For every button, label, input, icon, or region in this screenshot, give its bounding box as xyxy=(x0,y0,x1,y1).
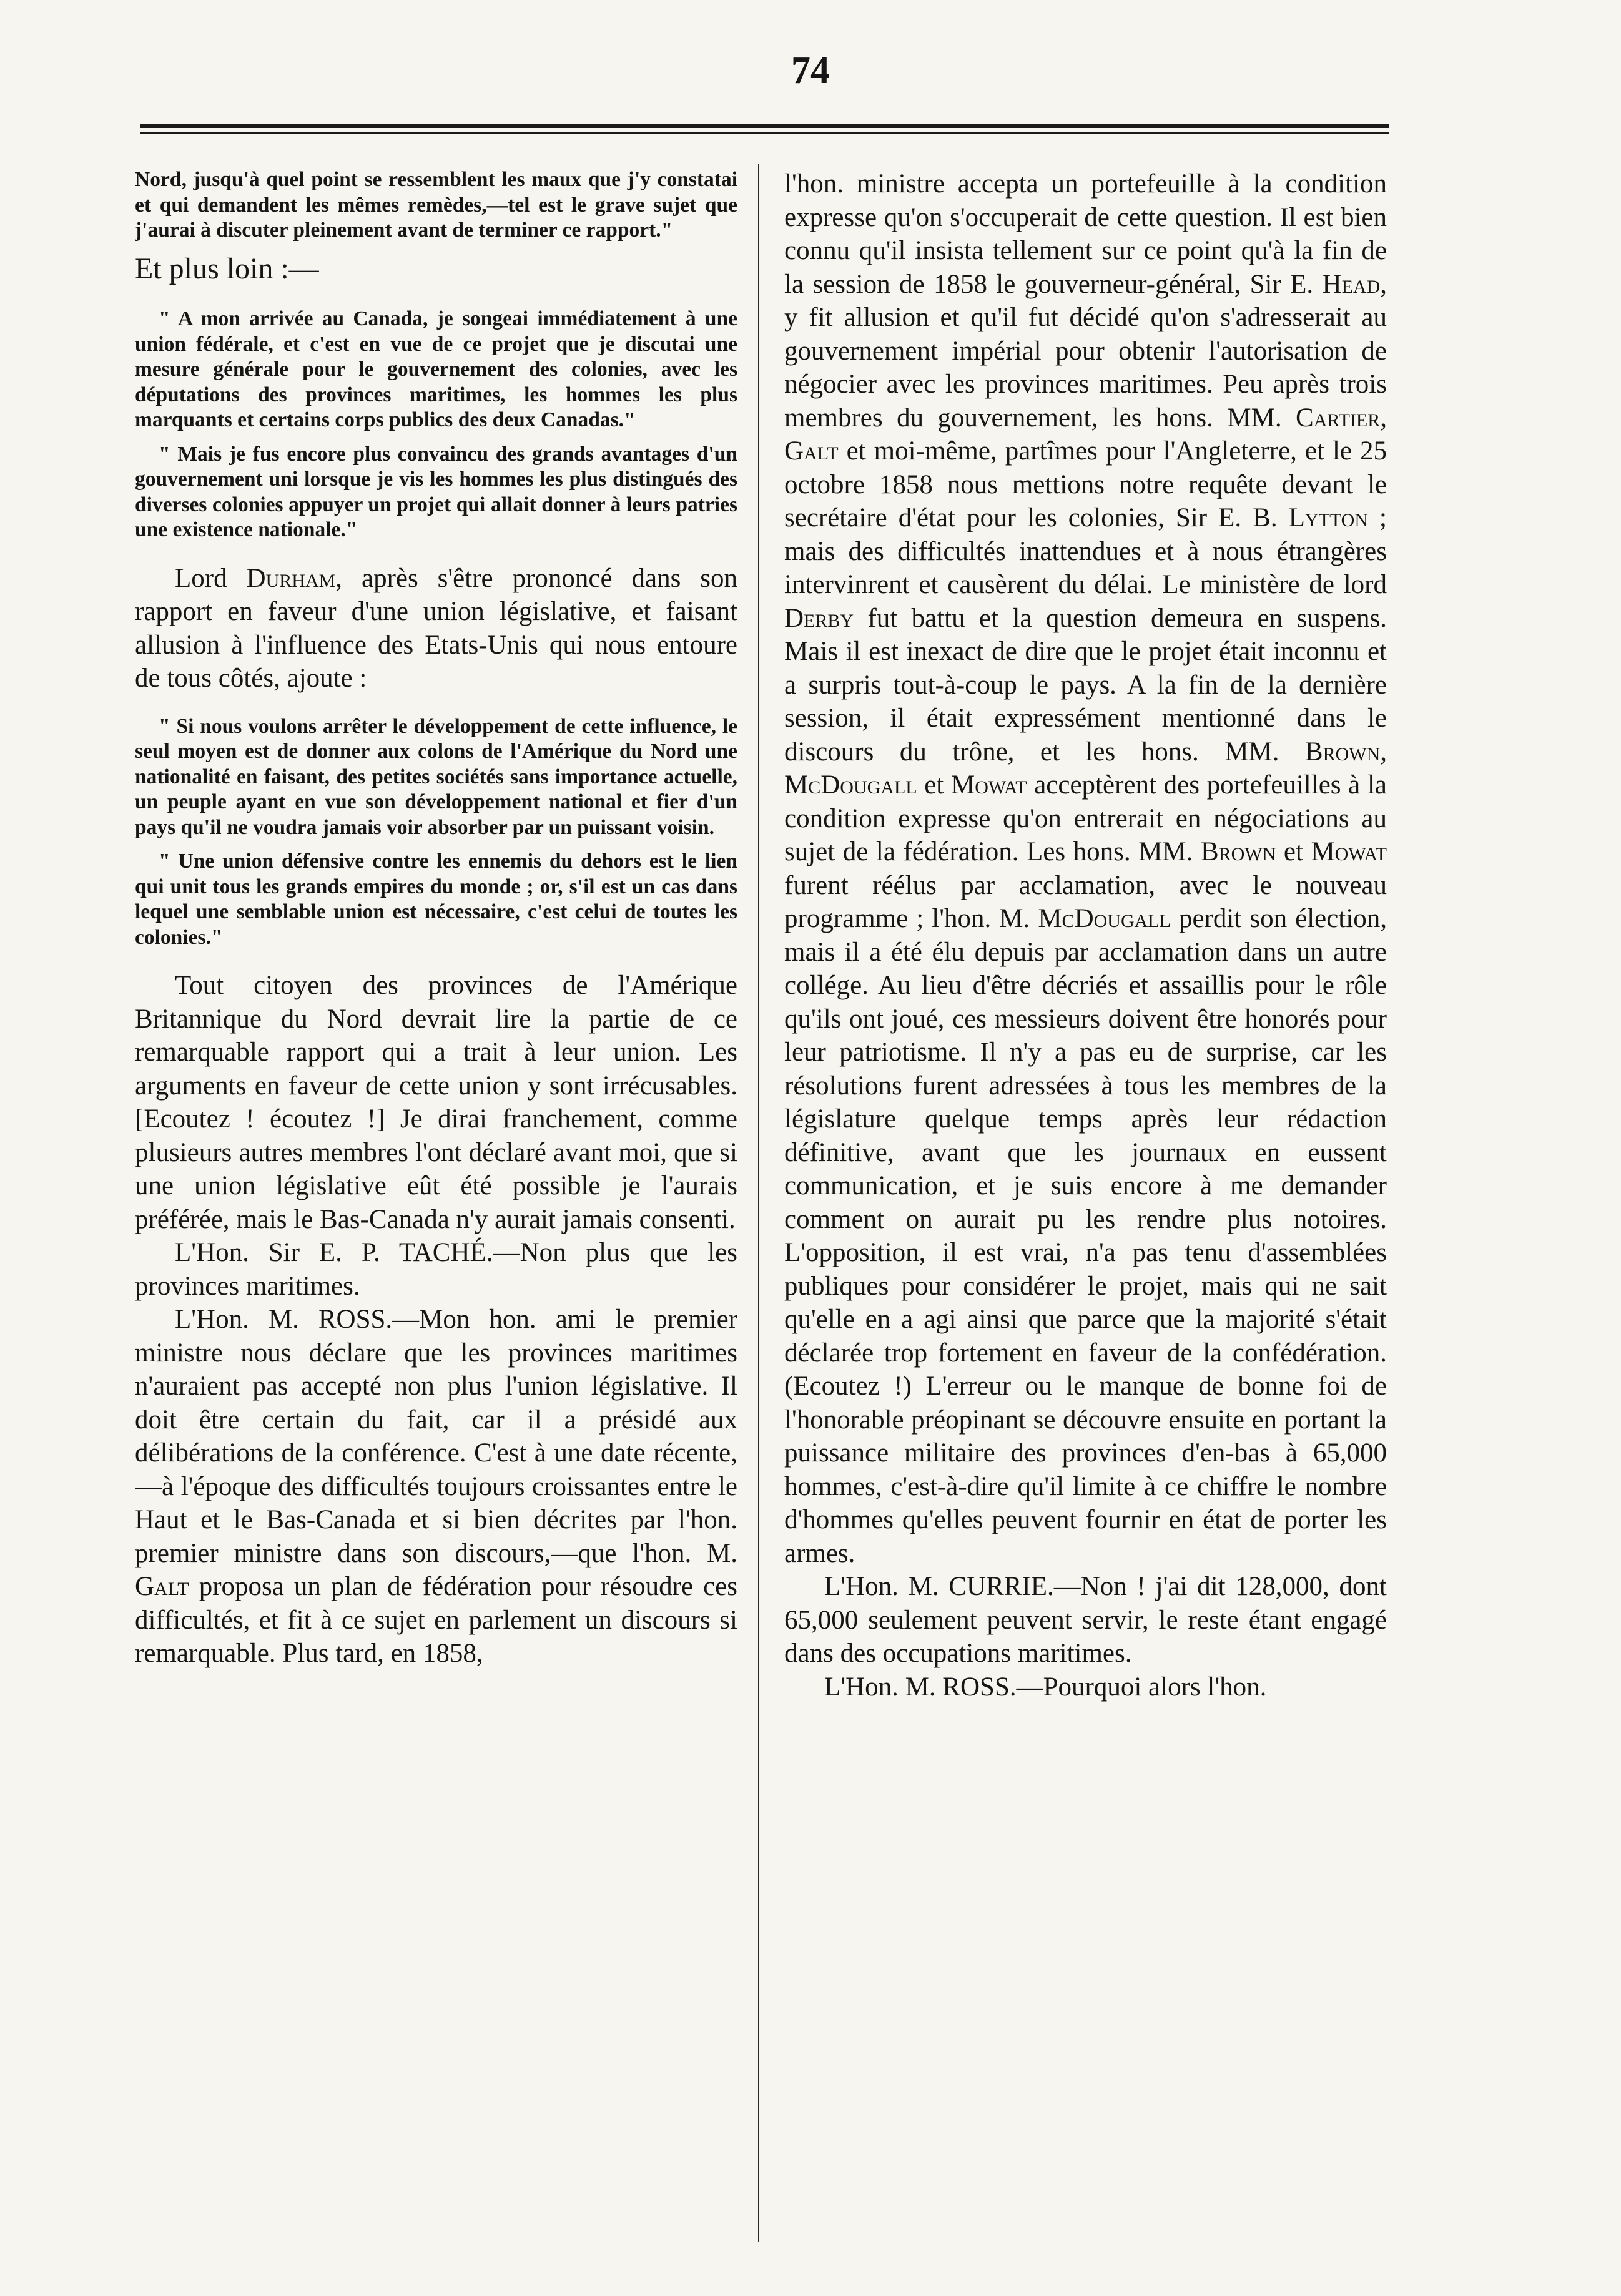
paragraph-ross-2 xyxy=(784,1670,1387,1704)
name-galt: Galt xyxy=(784,436,839,466)
name-galt: Galt xyxy=(135,1572,189,1601)
text-run: l'hon. ministre accepta un portefeuille à la condition expresse qu'on s'occuperait de cette question. Il est bien connu qu'il insista tellement sur ce point qu'à la fin de la session de 1858 le gouverneur-général, Sir E. xyxy=(784,169,1387,299)
paragraph-tout-citoyen: Tout citoyen des provinces de l'Amérique Britannique du Nord devrait lire la partie de ce remarquable rapport qui a trait à leur union. Les arguments en faveur de cette union y sont irrécusables. [Ecoutez ! écoutez !] Je dirai franchement, comme plusieurs autres membres l'ont déclaré avant moi, que si une union législative eût été possible je l'aurais préférée, mais le Bas-Canada n'y aurait jamais consenti. xyxy=(135,971,737,1234)
quote-durham-5: " Une union défensive contre les ennemis du dehors est le lien qui unit tous les grands empires du monde ; or, s'il est un cas dans lequel une semblable union est nécessaire, c'est celui de toutes les colonies." xyxy=(135,850,737,949)
text-run: , xyxy=(1380,737,1387,767)
name-cartier: Cartier xyxy=(1296,403,1381,433)
name-durham: Durham xyxy=(246,563,336,593)
intro-et-plus-loin: Et plus loin :— xyxy=(135,252,319,285)
name-mcdougall: McDougall xyxy=(784,770,917,800)
text-run: proposa un plan de fédération pour résoudre ces difficultés, et fit à ce sujet en parlement un discours si remarquable. Plus tard, en 1858, xyxy=(135,1572,737,1668)
name-brown: Brown xyxy=(1304,737,1381,767)
text-run: —Non ! j'ai dit 128,000, dont 65,000 seulement peuvent servir, le reste étant engagé dans des occupations maritimes. xyxy=(784,1572,1387,1668)
quote-durham-3: " Mais je fus encore plus convaincu des grands avantages d'un gouvernement uni lorsque je vis les hommes les plus distingués des diverses colonies appuyer un projet qui allait donner à leurs patries une existence nationale." xyxy=(135,442,737,541)
name-derby: Derby xyxy=(784,603,854,633)
text-run: fut battu et la question demeura en suspens. Mais il est inexact de dire que le projet était inconnu et a surpris tout-à-coup le pays. A la fin de la dernière session, il était expressément mentionné dans le discours du trône, et les hons. MM. xyxy=(784,603,1387,767)
quote-durham-2: " A mon arrivée au Canada, je songeai immédiatement à une union fédérale, et c'est en vue de ce projet que je discutai une mesure générale pour le gouvernement des colonies, avec les députations des provinces maritimes, les hommes les plus marquants et certains corps publics des deux Canadas." xyxy=(135,307,737,431)
page-number: 74 xyxy=(791,49,830,92)
text-run: acceptèrent des portefeuilles à la condition expresse qu'on entrerait en négociations au sujet de la fédération. Les hons. MM. xyxy=(784,770,1387,866)
name-head: Head xyxy=(1322,269,1381,299)
text-run: et xyxy=(917,770,951,800)
quote-durham-4: " Si nous voulons arrêter le développement de cette influence, le seul moyen est de donner aux colons de l'Amérique du Nord une nationalité en faisant, des petites sociétés sans importance actuelle, un peuple ayant en vue son développement national et fier d'un pays qu'il ne voudra jamais voir absorber par un puissant voisin. xyxy=(135,714,737,839)
speaker-tache: L'Hon. Sir E. P. TACHÉ. xyxy=(175,1238,493,1267)
text-run: Lord xyxy=(175,563,247,593)
paragraph-ross-continued xyxy=(784,167,1387,1570)
speaker-currie: L'Hon. M. CURRIE. xyxy=(824,1572,1054,1601)
paragraph-lord-durham xyxy=(135,562,737,695)
speaker-ross: L'Hon. M. ROSS. xyxy=(824,1672,1017,1702)
text-run: , y fit allusion et qu'il fut décidé qu'on s'adresserait au gouvernement impérial pour obtenir l'autorisation de négocier avec les provinces maritimes. Peu après trois membres du gouvernement, les hons. MM. xyxy=(784,269,1387,433)
name-brown: Brown xyxy=(1200,837,1276,866)
text-run: et xyxy=(1276,837,1311,866)
column-divider xyxy=(758,164,759,2242)
paragraph-currie xyxy=(784,1570,1387,1670)
name-mowat: Mowat xyxy=(950,770,1027,800)
paragraph-ross-1 xyxy=(135,1303,737,1670)
text-run: et moi-même, partîmes pour l'Angleterre, et le 25 octobre 1858 nous mettions notre requête devant le secrétaire d'état pour les colonies, Sir E. B. xyxy=(784,436,1387,532)
text-run: , xyxy=(1380,403,1387,433)
header-rule-thick xyxy=(140,124,1389,128)
text-run: furent réélus par acclamation, avec le nouveau programme ; l'hon. M. xyxy=(784,870,1387,933)
name-mcdougall: McDougall xyxy=(1038,904,1171,933)
name-lytton: Lytton xyxy=(1288,503,1368,532)
text-run: , après s'être prononcé dans son rapport en faveur d'une union législative, et faisant allusion à l'influence des Etats-Unis qui nous entoure de tous côtés, ajoute : xyxy=(135,563,737,693)
header-rule-thin xyxy=(140,132,1389,134)
text-run: —Pourquoi alors l'hon. xyxy=(1016,1672,1267,1702)
paragraph-tache xyxy=(135,1236,737,1303)
speaker-ross: L'Hon. M. ROSS. xyxy=(175,1305,393,1334)
text-run: —Non plus que les provinces maritimes. xyxy=(135,1238,737,1301)
name-mowat: Mowat xyxy=(1311,837,1387,866)
quote-durham-1: Nord, jusqu'à quel point se ressemblent les maux que j'y constatai et qui demandent les mêmes remèdes,—tel est le grave sujet que j'aurai à discuter pleinement avant de terminer ce rapport." xyxy=(135,168,737,242)
text-run: ; mais des difficultés inattendues et à nous étrangères intervinrent et causèrent du délai. Le ministère de lord xyxy=(784,503,1387,599)
left-column xyxy=(135,167,737,2252)
text-run: perdit son élection, mais il a été élu depuis par acclamation dans un autre collége. Au lieu d'être décriés et assaillis pour le rôle qu'ils ont joué, ces messieurs doivent être honorés pour leur patriotisme. Il n'y a pas eu de surprise, car les résolutions furent adressées à tous les membres de la législature quelque temps après leur rédaction définitive, avant que les journaux en eussent communication, et je suis encore à me demander comment on aurait pu les rendre plus notoires. L'opposition, il est vrai, n'a pas tenu d'assemblées publiques pour considérer le projet, mais qui ne sait qu'elle en a agi ainsi que parce que la majorité s'était déclarée trop fortement en faveur de la confédération. (Ecoutez !) L'erreur ou le manque de bonne foi de l'honorable préopinant se découvre ensuite en portant la puissance militaire des provinces d'en-bas à 65,000 hommes, c'est-à-dire qu'il limite à ce chiffre le nombre d'hommes qu'elles peuvent fournir en état de porter les armes. xyxy=(784,904,1387,1568)
text-run: —Mon hon. ami le premier ministre nous déclare que les provinces maritimes n'auraient pas accepté non plus l'union législative. Il doit être certain du fait, car il a présidé aux délibérations de la conférence. C'est à une date récente,—à l'époque des difficultés toujours croissantes entre le Haut et le Bas-Canada et si bien décrites par l'hon. premier ministre dans son discours,—que l'hon. M. xyxy=(135,1305,737,1568)
right-column xyxy=(784,167,1387,2252)
